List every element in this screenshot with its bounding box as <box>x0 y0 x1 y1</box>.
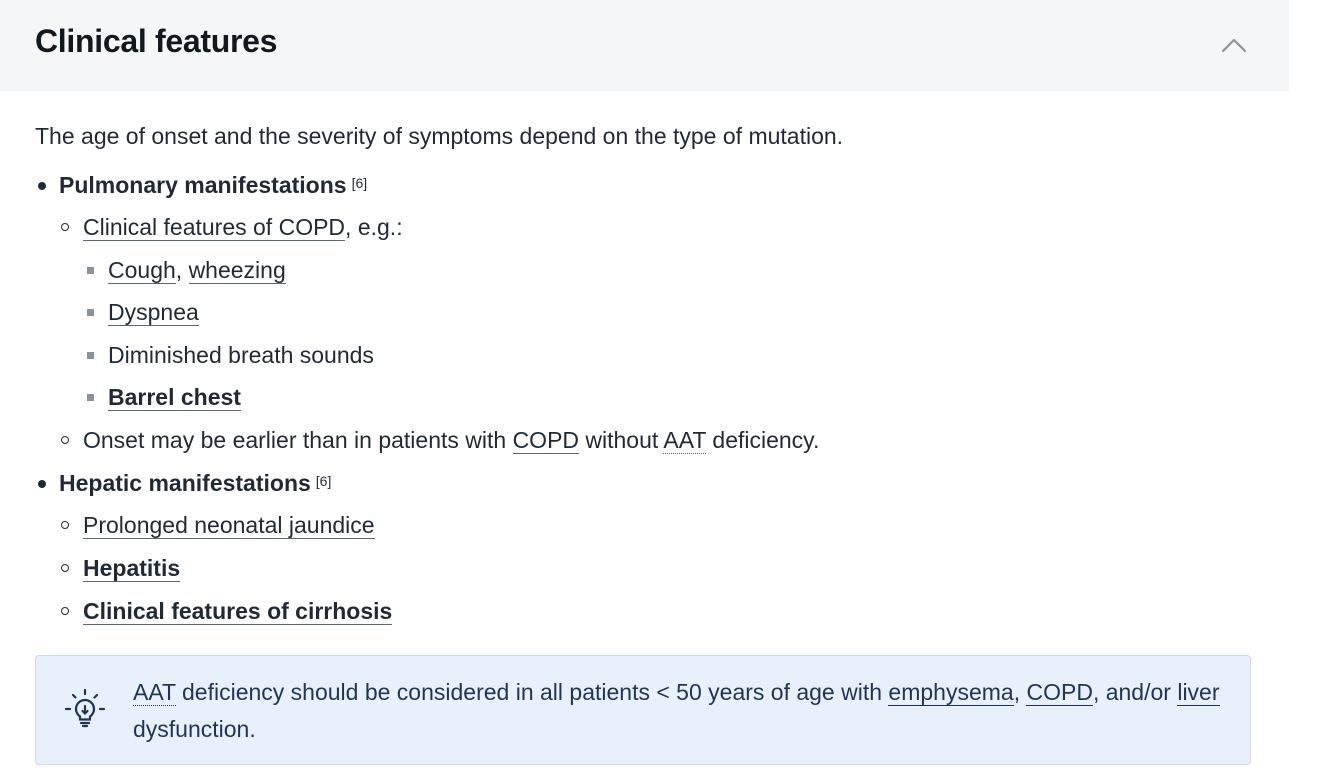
abbr-aat[interactable]: AAT <box>663 427 707 453</box>
list-item-onset <box>83 424 819 456</box>
link-neonatal-jaundice[interactable]: Prolonged neonatal jaundice <box>83 512 375 538</box>
bullet <box>87 309 94 316</box>
bullet <box>87 267 94 274</box>
chevron-up-icon <box>1221 37 1247 53</box>
text: dysfunction. <box>133 716 256 742</box>
link-emphysema[interactable]: emphysema <box>888 679 1014 705</box>
link-dyspnea[interactable]: Dyspnea <box>108 299 199 325</box>
list-item-breath-sounds <box>108 339 374 371</box>
link-clinical-features-copd[interactable]: Clinical features of COPD <box>83 214 346 240</box>
list-item-jaundice <box>83 509 375 541</box>
list-item-copd-features <box>83 211 403 243</box>
bullet <box>87 394 94 401</box>
text: , <box>175 257 183 283</box>
abbr-aat[interactable]: AAT <box>133 679 176 705</box>
list-item-hepatic <box>59 467 331 499</box>
list-item-cough-wheezing <box>108 254 286 286</box>
text: , <box>1013 679 1021 705</box>
bullet <box>61 521 69 529</box>
list-item-pulmonary <box>59 169 367 201</box>
text: deficiency should be considered in all patients < 50 years of age with <box>182 679 883 705</box>
bullet <box>38 480 46 488</box>
text: , and/or <box>1092 679 1171 705</box>
link-barrel-chest[interactable]: Barrel chest <box>108 384 241 410</box>
tip-text <box>133 674 1233 748</box>
bullet <box>61 607 69 615</box>
citation-ref[interactable]: [6] <box>315 473 332 489</box>
link-cough[interactable]: Cough <box>108 257 176 283</box>
bullet <box>61 564 69 572</box>
link-copd[interactable]: COPD <box>1026 679 1093 705</box>
text: without <box>585 427 659 453</box>
section-header[interactable] <box>0 0 1289 91</box>
collapse-button[interactable] <box>1216 30 1252 60</box>
bullet <box>61 436 69 444</box>
text: , e.g.: <box>345 214 403 240</box>
list-item-hepatitis <box>83 552 180 584</box>
pulmonary-heading: Pulmonary manifestations <box>59 172 347 198</box>
list-item-barrel-chest <box>108 381 241 413</box>
intro-text: The age of onset and the severity of symptoms depend on the type of mutation. <box>35 123 844 149</box>
text: deficiency. <box>712 427 820 453</box>
link-hepatitis[interactable]: Hepatitis <box>83 555 181 581</box>
text: Diminished breath sounds <box>108 342 374 368</box>
link-wheezing[interactable]: wheezing <box>188 257 286 283</box>
link-cirrhosis[interactable]: Clinical features of cirrhosis <box>83 598 393 624</box>
bullet <box>38 182 46 190</box>
hepatic-heading: Hepatic manifestations <box>59 470 311 496</box>
text: Onset may be earlier than in patients with <box>83 427 507 453</box>
list-item-cirrhosis <box>83 595 392 627</box>
citation-ref[interactable]: [6] <box>351 175 368 191</box>
link-liver[interactable]: liver <box>1177 679 1220 705</box>
section-title: Clinical features <box>35 23 278 59</box>
list-item-dyspnea <box>108 296 199 328</box>
bullet <box>87 352 94 359</box>
lightbulb-icon <box>60 684 110 734</box>
tip-box <box>35 655 1251 765</box>
link-copd[interactable]: COPD <box>512 427 580 453</box>
bullet <box>61 223 69 231</box>
